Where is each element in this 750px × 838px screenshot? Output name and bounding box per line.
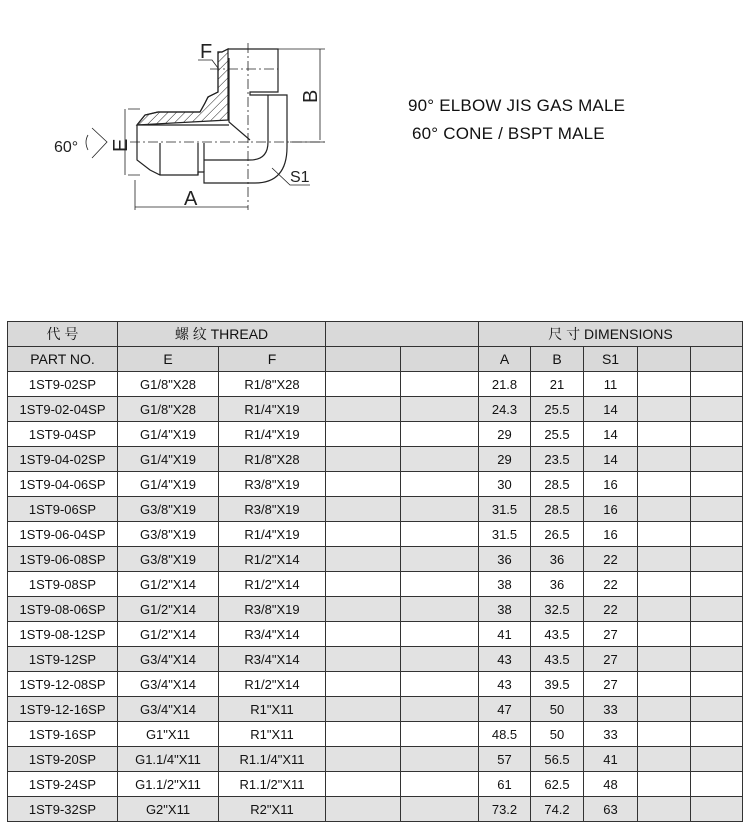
blank-cell [326, 397, 401, 422]
blank-cell [638, 697, 691, 722]
dim-s1-cell: 41 [584, 747, 638, 772]
blank-cell [691, 722, 743, 747]
dim-s1-cell: 22 [584, 572, 638, 597]
thread-e-cell: G1/4"X19 [118, 472, 219, 497]
dim-b-cell: 39.5 [531, 672, 584, 697]
blank-cell [691, 747, 743, 772]
part-no-cell: 1ST9-32SP [8, 797, 118, 822]
blank-cell [326, 497, 401, 522]
blank-cell [638, 372, 691, 397]
table-row [8, 697, 743, 722]
thread-f-cell: R2"X11 [219, 797, 326, 822]
part-no-cell: 1ST9-04-06SP [8, 472, 118, 497]
dim-a-cell: 29 [479, 422, 531, 447]
dim-a-cell: 47 [479, 697, 531, 722]
blank-cell [401, 697, 479, 722]
table-row [8, 397, 743, 422]
dim-a-cell: 24.3 [479, 397, 531, 422]
thread-e-cell: G1/8"X28 [118, 372, 219, 397]
blank-cell [691, 772, 743, 797]
thread-f-cell: R1"X11 [219, 697, 326, 722]
dim-s1-cell: 27 [584, 672, 638, 697]
blank-cell [326, 447, 401, 472]
dim-a-cell: 21.8 [479, 372, 531, 397]
dim-a-cell: 36 [479, 547, 531, 572]
blank-cell [638, 497, 691, 522]
dim-b-cell: 28.5 [531, 472, 584, 497]
blank-cell [691, 422, 743, 447]
table-row [8, 447, 743, 472]
part-no-cell: 1ST9-06-04SP [8, 522, 118, 547]
blank-cell [638, 547, 691, 572]
dim-s1-cell: 16 [584, 497, 638, 522]
thread-f-cell: R1.1/2"X11 [219, 772, 326, 797]
blank-cell [638, 397, 691, 422]
part-no-cell: 1ST9-08SP [8, 572, 118, 597]
blank-cell [691, 597, 743, 622]
table-row [8, 797, 743, 822]
header-row-2 [8, 347, 743, 372]
label-a: A [184, 188, 198, 210]
blank-cell [326, 522, 401, 547]
thread-e-cell: G3/4"X14 [118, 697, 219, 722]
thread-e-cell: G1/8"X28 [118, 397, 219, 422]
blank-cell [691, 622, 743, 647]
dim-b-cell: 36 [531, 547, 584, 572]
thread-e-cell: G1.1/4"X11 [118, 747, 219, 772]
part-no-cell: 1ST9-06-08SP [8, 547, 118, 572]
thread-f-cell: R3/4"X14 [219, 622, 326, 647]
table-row [8, 622, 743, 647]
blank-cell [401, 472, 479, 497]
blank-cell [401, 622, 479, 647]
table-row [8, 522, 743, 547]
blank-cell [326, 797, 401, 822]
dim-a-cell: 38 [479, 597, 531, 622]
dim-a-cell: 31.5 [479, 497, 531, 522]
dim-a-cell: 30 [479, 472, 531, 497]
label-angle: 60° [54, 139, 79, 156]
blank-cell [691, 672, 743, 697]
thread-f-cell: R1"X11 [219, 722, 326, 747]
blank-cell [326, 697, 401, 722]
header-s1: S1 [584, 347, 638, 372]
dim-a-cell: 73.2 [479, 797, 531, 822]
blank-cell [401, 747, 479, 772]
dim-s1-cell: 14 [584, 397, 638, 422]
dim-b-cell: 26.5 [531, 522, 584, 547]
part-no-cell: 1ST9-08-12SP [8, 622, 118, 647]
blank-cell [691, 797, 743, 822]
dim-b-cell: 32.5 [531, 597, 584, 622]
part-no-cell: 1ST9-20SP [8, 747, 118, 772]
dim-b-cell: 28.5 [531, 497, 584, 522]
thread-f-cell: R3/8"X19 [219, 597, 326, 622]
thread-e-cell: G1/4"X19 [118, 422, 219, 447]
blank-cell [326, 597, 401, 622]
label-b: B [300, 89, 322, 103]
dim-b-cell: 25.5 [531, 422, 584, 447]
blank-cell [326, 672, 401, 697]
blank-cell [401, 772, 479, 797]
thread-f-cell: R1/4"X19 [219, 397, 326, 422]
blank-cell [326, 622, 401, 647]
thread-e-cell: G1/2"X14 [118, 622, 219, 647]
dim-b-cell: 23.5 [531, 447, 584, 472]
dim-b-cell: 62.5 [531, 772, 584, 797]
blank-cell [638, 672, 691, 697]
product-title-line-2: 60° CONE / BSPT MALE [412, 124, 605, 143]
part-no-cell: 1ST9-04SP [8, 422, 118, 447]
blank-cell [638, 572, 691, 597]
blank-cell [401, 572, 479, 597]
dim-s1-cell: 14 [584, 447, 638, 472]
blank-cell [326, 472, 401, 497]
blank-cell [401, 497, 479, 522]
thread-f-cell: R3/8"X19 [219, 472, 326, 497]
table-row [8, 772, 743, 797]
blank-cell [401, 522, 479, 547]
blank-cell [691, 472, 743, 497]
table-row [8, 672, 743, 697]
part-no-cell: 1ST9-24SP [8, 772, 118, 797]
dim-s1-cell: 33 [584, 722, 638, 747]
blank-cell [401, 447, 479, 472]
label-e: E [110, 138, 132, 152]
part-no-cell: 1ST9-02SP [8, 372, 118, 397]
header-e: E [118, 347, 219, 372]
thread-f-cell: R1/2"X14 [219, 547, 326, 572]
label-s1: S1 [290, 169, 310, 186]
blank-cell [638, 472, 691, 497]
header-f: F [219, 347, 326, 372]
thread-f-cell: R1.1/4"X11 [219, 747, 326, 772]
thread-f-cell: R1/8"X28 [219, 372, 326, 397]
dim-b-cell: 43.5 [531, 647, 584, 672]
dim-a-cell: 43 [479, 672, 531, 697]
blank-cell [638, 422, 691, 447]
part-no-cell: 1ST9-12-08SP [8, 672, 118, 697]
blank-cell [691, 647, 743, 672]
header-a: A [479, 347, 531, 372]
blank-cell [326, 547, 401, 572]
blank-cell [691, 547, 743, 572]
header-row-1 [8, 322, 743, 347]
table-row [8, 747, 743, 772]
blank-cell [401, 647, 479, 672]
part-no-cell: 1ST9-06SP [8, 497, 118, 522]
product-title-line-1: 90° ELBOW JIS GAS MALE [408, 96, 626, 115]
label-f: F [200, 41, 213, 63]
thread-e-cell: G1/4"X19 [118, 447, 219, 472]
blank-cell [326, 572, 401, 597]
blank-cell [401, 722, 479, 747]
table-row [8, 547, 743, 572]
blank-cell [691, 397, 743, 422]
blank-cell [326, 422, 401, 447]
dim-b-cell: 36 [531, 572, 584, 597]
blank-cell [638, 797, 691, 822]
dim-b-cell: 50 [531, 722, 584, 747]
blank-cell [691, 697, 743, 722]
dim-b-cell: 43.5 [531, 622, 584, 647]
blank-cell [638, 647, 691, 672]
dim-a-cell: 43 [479, 647, 531, 672]
blank-cell [691, 447, 743, 472]
dim-b-cell: 50 [531, 697, 584, 722]
dim-s1-cell: 22 [584, 547, 638, 572]
table-row [8, 572, 743, 597]
thread-f-cell: R1/2"X14 [219, 672, 326, 697]
table-row [8, 647, 743, 672]
dim-b-cell: 74.2 [531, 797, 584, 822]
part-no-cell: 1ST9-16SP [8, 722, 118, 747]
thread-f-cell: R3/4"X14 [219, 647, 326, 672]
part-no-cell: 1ST9-08-06SP [8, 597, 118, 622]
header-blank [326, 347, 401, 372]
header-part-cn: 代 号 [8, 322, 118, 347]
blank-cell [326, 372, 401, 397]
blank-cell [401, 372, 479, 397]
header-blank [638, 347, 691, 372]
dim-s1-cell: 22 [584, 597, 638, 622]
header-dimensions: 尺 寸 DIMENSIONS [479, 322, 743, 347]
thread-f-cell: R1/2"X14 [219, 572, 326, 597]
blank-cell [326, 747, 401, 772]
table-row [8, 372, 743, 397]
dim-s1-cell: 16 [584, 472, 638, 497]
thread-e-cell: G2"X11 [118, 797, 219, 822]
header-blank [401, 347, 479, 372]
thread-f-cell: R1/8"X28 [219, 447, 326, 472]
thread-e-cell: G1"X11 [118, 722, 219, 747]
dim-s1-cell: 48 [584, 772, 638, 797]
header-part-no: PART NO. [8, 347, 118, 372]
blank-cell [691, 372, 743, 397]
dimensions-table [7, 321, 743, 822]
blank-cell [638, 747, 691, 772]
thread-e-cell: G1/2"X14 [118, 597, 219, 622]
table-row [8, 422, 743, 447]
thread-e-cell: G3/8"X19 [118, 522, 219, 547]
dim-a-cell: 41 [479, 622, 531, 647]
table-row [8, 497, 743, 522]
part-no-cell: 1ST9-12SP [8, 647, 118, 672]
blank-cell [638, 522, 691, 547]
thread-e-cell: G3/8"X19 [118, 497, 219, 522]
dim-s1-cell: 33 [584, 697, 638, 722]
blank-cell [691, 572, 743, 597]
header-b: B [531, 347, 584, 372]
thread-e-cell: G3/4"X14 [118, 647, 219, 672]
thread-f-cell: R1/4"X19 [219, 522, 326, 547]
dim-s1-cell: 16 [584, 522, 638, 547]
thread-e-cell: G3/4"X14 [118, 672, 219, 697]
blank-cell [401, 397, 479, 422]
dim-b-cell: 21 [531, 372, 584, 397]
dim-a-cell: 38 [479, 572, 531, 597]
dim-s1-cell: 14 [584, 422, 638, 447]
dim-a-cell: 29 [479, 447, 531, 472]
blank-cell [401, 672, 479, 697]
part-no-cell: 1ST9-04-02SP [8, 447, 118, 472]
blank-cell [326, 772, 401, 797]
dim-b-cell: 56.5 [531, 747, 584, 772]
blank-cell [326, 647, 401, 672]
part-no-cell: 1ST9-12-16SP [8, 697, 118, 722]
dim-b-cell: 25.5 [531, 397, 584, 422]
blank-cell [638, 772, 691, 797]
table-row [8, 597, 743, 622]
thread-f-cell: R3/8"X19 [219, 497, 326, 522]
blank-cell [691, 522, 743, 547]
blank-cell [401, 597, 479, 622]
dim-a-cell: 61 [479, 772, 531, 797]
table-row [8, 722, 743, 747]
blank-cell [401, 547, 479, 572]
blank-cell [691, 497, 743, 522]
thread-e-cell: G1.1/2"X11 [118, 772, 219, 797]
dim-s1-cell: 11 [584, 372, 638, 397]
blank-cell [638, 597, 691, 622]
header-blank [326, 322, 479, 347]
thread-e-cell: G1/2"X14 [118, 572, 219, 597]
blank-cell [638, 622, 691, 647]
dim-a-cell: 48.5 [479, 722, 531, 747]
blank-cell [401, 797, 479, 822]
dim-a-cell: 57 [479, 747, 531, 772]
thread-f-cell: R1/4"X19 [219, 422, 326, 447]
thread-e-cell: G3/8"X19 [118, 547, 219, 572]
dim-s1-cell: 27 [584, 647, 638, 672]
header-thread: 螺 纹 THREAD [118, 322, 326, 347]
dim-a-cell: 31.5 [479, 522, 531, 547]
dim-s1-cell: 27 [584, 622, 638, 647]
table-row [8, 472, 743, 497]
blank-cell [638, 722, 691, 747]
blank-cell [638, 447, 691, 472]
dim-s1-cell: 63 [584, 797, 638, 822]
part-no-cell: 1ST9-02-04SP [8, 397, 118, 422]
elbow-fitting-drawing [0, 0, 400, 230]
blank-cell [326, 722, 401, 747]
header-blank [691, 347, 743, 372]
blank-cell [401, 422, 479, 447]
